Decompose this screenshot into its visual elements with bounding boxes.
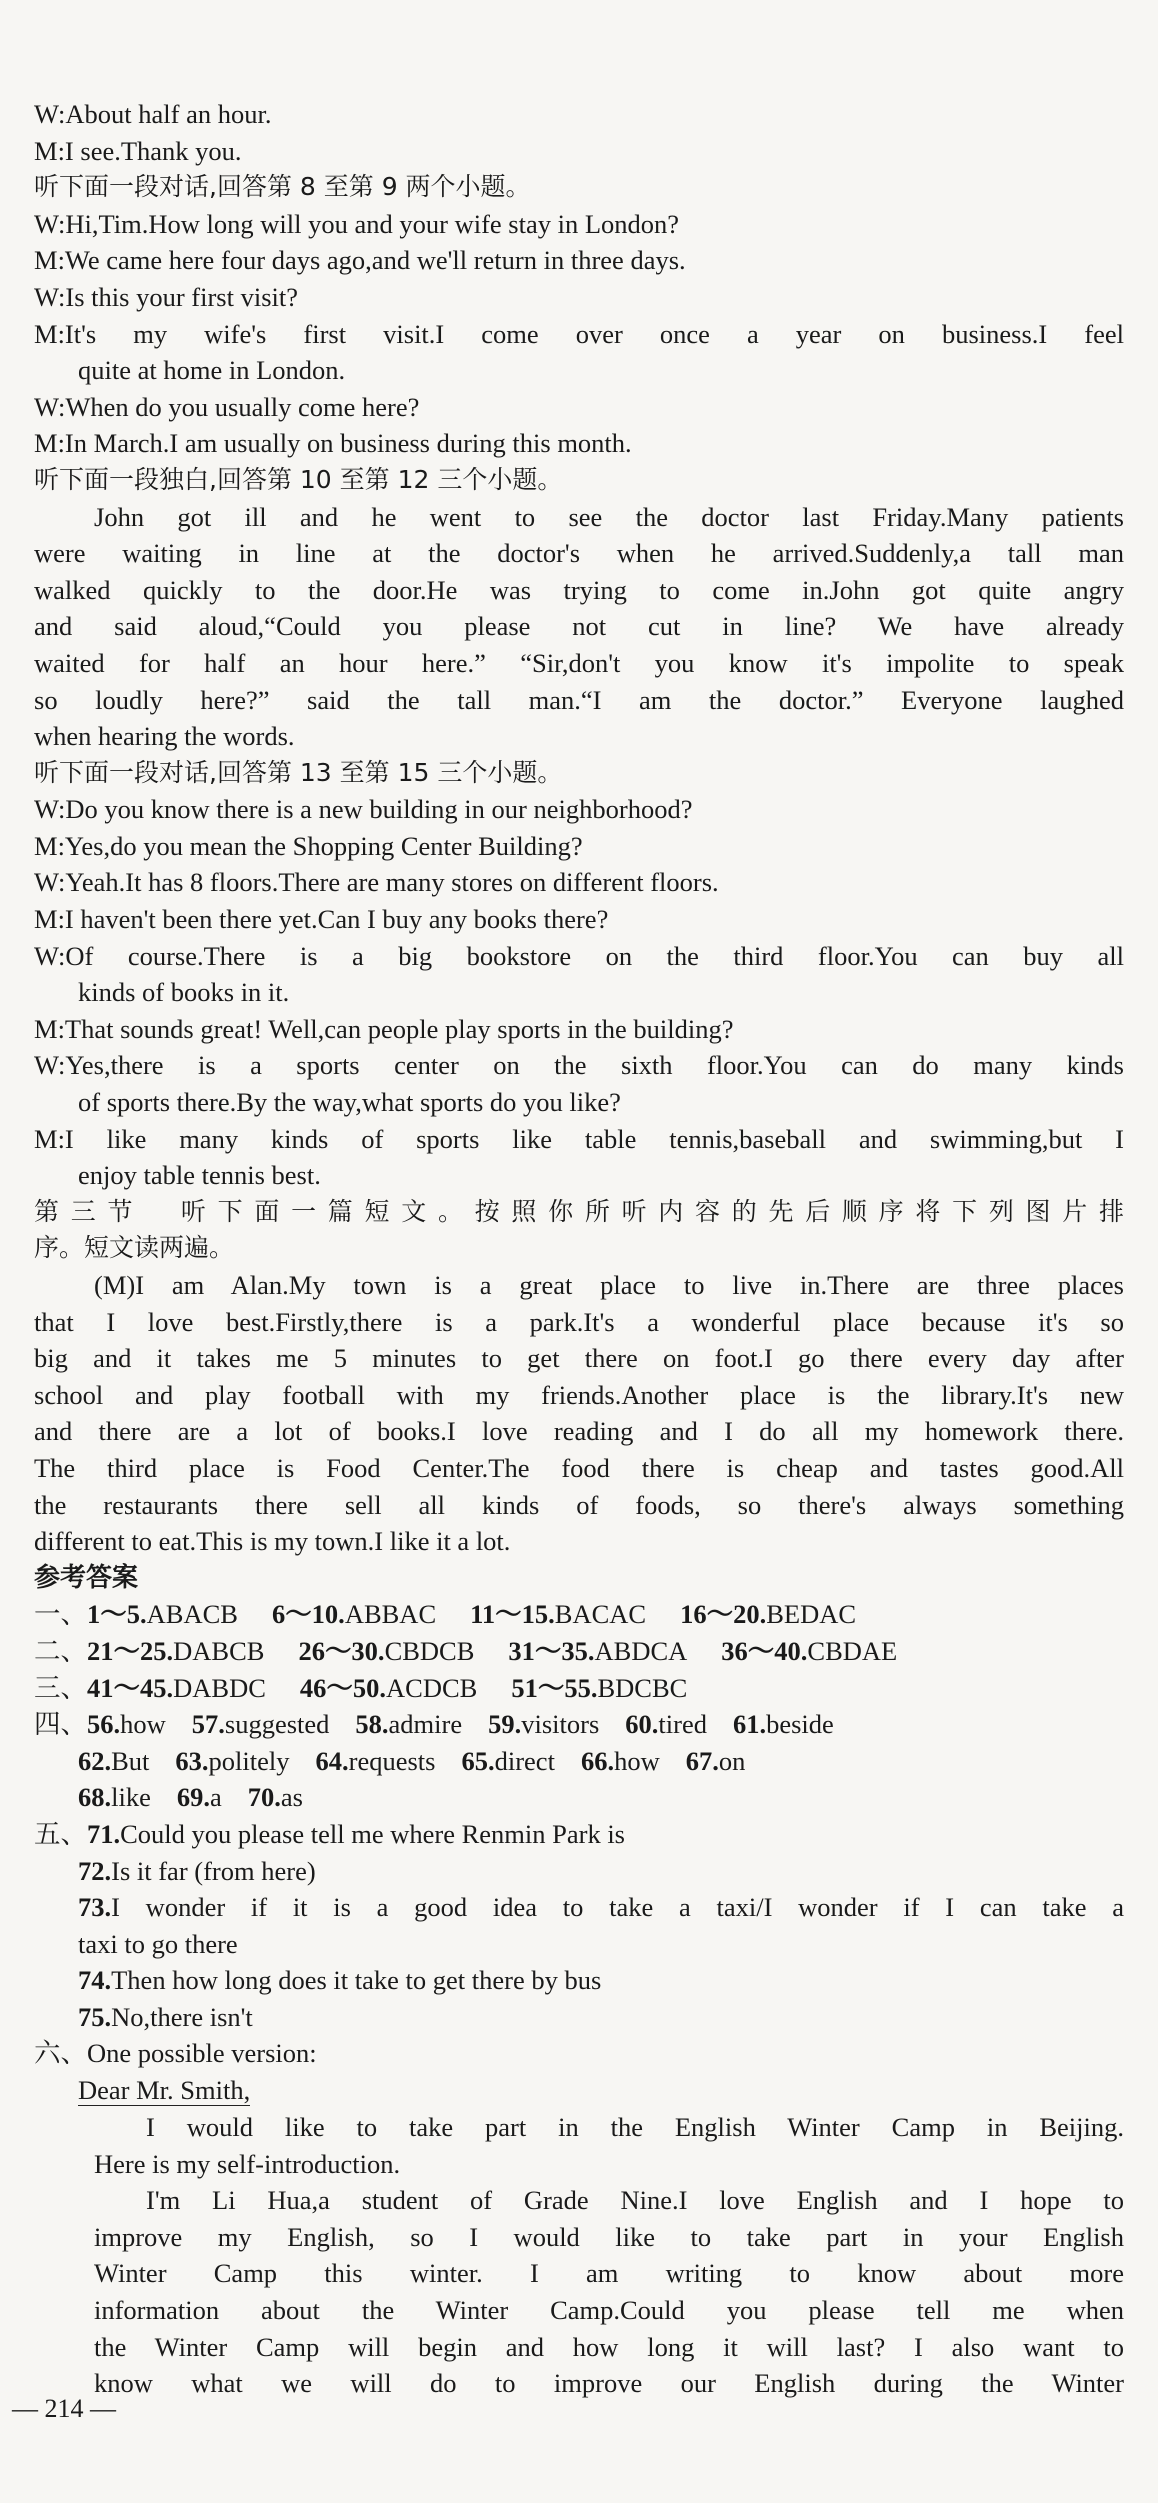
answer-item	[177, 1782, 222, 1812]
answer-value: tired	[658, 1709, 707, 1740]
answer-value: how	[614, 1745, 660, 1776]
answer-text: Then how long does it take to get there by bus	[111, 1965, 602, 1996]
answer-number: 72.	[78, 1855, 112, 1886]
transcript-line: M:I see.Thank you.	[34, 135, 242, 166]
answer-value: ABDCA	[594, 1635, 688, 1666]
letter-salutation: Dear Mr. Smith,	[78, 2075, 251, 2106]
answer-number: 68.	[78, 1782, 112, 1813]
section-prefix: 一、	[34, 1599, 87, 1630]
answer-row	[34, 1596, 1124, 1633]
answer-number: 66.	[580, 1745, 615, 1776]
transcript-line: W:Yes,there is a sports center on the sixth floor.You can do many kinds	[34, 1050, 1124, 1081]
section-prefix: 二、	[34, 1635, 87, 1666]
sentence-answer	[34, 1999, 1124, 2036]
transcript-line: so loudly here?” said the tall man.“I am the doctor.” Everyone laughed	[34, 684, 1124, 715]
answer-row	[34, 1779, 1124, 1816]
answer-number: 74.	[78, 1965, 112, 1996]
answer-number: 31～35.	[508, 1635, 595, 1666]
answer-number: 51～55.	[511, 1672, 598, 1703]
answer-item	[87, 1636, 264, 1666]
answer-item	[686, 1746, 746, 1776]
page-number: — 214 —	[12, 2394, 116, 2423]
transcript-line: 听下面一段对话,回答第 13 至第 15 三个小题。	[34, 757, 563, 787]
answer-number: 65.	[461, 1745, 495, 1776]
transcript-line: big and it takes me 5 minutes to get there on foot.I go there every day after	[34, 1343, 1124, 1374]
sentence-answer	[34, 1962, 1124, 1999]
answer-value: suggested	[224, 1709, 330, 1740]
answer-item	[488, 1709, 599, 1739]
answer-item	[508, 1636, 687, 1666]
letter-line: Winter Camp this winter. I am writing to know about more	[94, 2258, 1124, 2289]
answer-value: BACAC	[554, 1599, 647, 1630]
transcript-line: 听下面一段独白,回答第 10 至第 12 三个小题。	[34, 464, 563, 494]
answer-number: 70.	[247, 1782, 281, 1813]
transcript-line: when hearing the words.	[34, 721, 295, 752]
transcript-line: and there are a lot of books.I love reading and I do all my homework there.	[34, 1416, 1124, 1447]
writing-intro: One possible version:	[87, 2038, 317, 2069]
transcript-line: waited for half an hour here.” “Sir,don't you know it's impolite to speak	[34, 647, 1124, 678]
transcript-line: W:Do you know there is a new building in our neighborhood?	[34, 794, 693, 825]
answer-item	[355, 1709, 462, 1739]
answer-number: 67.	[685, 1745, 719, 1776]
answer-item	[272, 1599, 436, 1629]
answer-number: 73.	[78, 1892, 112, 1923]
answer-value: on	[718, 1745, 746, 1776]
answer-value: DABDC	[173, 1672, 266, 1703]
answer-number: 69.	[176, 1782, 210, 1813]
answer-number: 59.	[488, 1709, 522, 1740]
answer-value: But	[111, 1745, 150, 1776]
transcript-line: 序。短文读两遍。	[34, 1233, 235, 1263]
answer-number: 71.	[87, 1818, 121, 1849]
answer-item	[470, 1599, 646, 1629]
answer-number: 1～5.	[87, 1599, 147, 1630]
answer-value: BEDAC	[766, 1599, 857, 1630]
answer-number: 57.	[191, 1709, 225, 1740]
transcript-line: M:That sounds great! Well,can people play sports in the building?	[34, 1013, 734, 1044]
answer-item	[680, 1599, 856, 1629]
transcript-line: W:When do you usually come here?	[34, 391, 420, 422]
answer-row	[34, 1670, 1124, 1707]
answer-value: ABBAC	[344, 1599, 437, 1630]
answer-item	[192, 1709, 330, 1739]
answer-value: as	[280, 1782, 303, 1813]
sentence-answer	[34, 1816, 1124, 1853]
answer-number: 62.	[78, 1745, 112, 1776]
answer-number: 21～25.	[87, 1635, 174, 1666]
answer-value: requests	[348, 1745, 436, 1776]
transcript-line: and said aloud,“Could you please not cut in line? We have already	[34, 611, 1124, 642]
transcript-line: quite at home in London.	[78, 355, 346, 386]
answer-number: 56.	[87, 1709, 121, 1740]
answer-item	[248, 1782, 303, 1812]
answer-value: ACDCB	[386, 1672, 478, 1703]
letter-line: know what we will do to improve our English during the Winter	[94, 2368, 1124, 2399]
transcript-line: M:I haven't been there yet.Can I buy any books there?	[34, 904, 609, 935]
section-prefix: 六、	[34, 2038, 87, 2069]
transcript-line: that I love best.Firstly,there is a park.It's a wonderful place because it's so	[34, 1306, 1124, 1337]
transcript-line: W:Hi,Tim.How long will you and your wife stay in London?	[34, 208, 680, 239]
answers-heading: 参考答案	[34, 1562, 139, 1593]
answer-number: 75.	[78, 2001, 112, 2032]
transcript-line: 第三节 听下面一篇短文。按照你所听内容的先后顺序将下列图片排	[34, 1196, 1124, 1226]
transcript-line: W:Is this your first visit?	[34, 281, 298, 312]
answer-value: ABACB	[146, 1599, 238, 1630]
answer-value: politely	[208, 1745, 290, 1776]
transcript-line: M:In March.I am usually on business during this month.	[34, 428, 632, 459]
answer-number: 11～15.	[470, 1599, 555, 1630]
transcript-line: enjoy table tennis best.	[78, 1160, 321, 1191]
transcript-line: the restaurants there sell all kinds of foods, so there's always something	[34, 1489, 1124, 1520]
answer-number: 64.	[315, 1745, 349, 1776]
section-prefix: 五、	[34, 1818, 87, 1849]
transcript-line: M:It's my wife's first visit.I come over once a year on business.I feel	[34, 318, 1124, 349]
transcript-line: kinds of books in it.	[78, 977, 290, 1008]
document-page	[34, 96, 1124, 2402]
transcript-line: different to eat.This is my town.I like it a lot.	[34, 1526, 511, 1557]
letter-body	[34, 2109, 1124, 2402]
answer-text: Is it far (from here)	[111, 1855, 316, 1886]
answer-row	[34, 1706, 1124, 1743]
answer-value: beside	[766, 1709, 834, 1740]
answer-number: 6～10.	[271, 1599, 345, 1630]
answer-number: 63.	[175, 1745, 209, 1776]
answer-item	[175, 1746, 289, 1776]
transcript-line: school and play football with my friends.Another place is the library.It's new	[34, 1379, 1124, 1410]
transcript-line: M:I like many kinds of sports like table tennis,baseball and swimming,but I	[34, 1123, 1124, 1154]
answer-number: 26～30.	[298, 1635, 385, 1666]
section-prefix: 三、	[34, 1672, 87, 1703]
answer-item	[78, 1746, 149, 1776]
answer-number: 46～50.	[299, 1672, 387, 1703]
answer-value: visitors	[521, 1709, 600, 1740]
answer-number: 16～20.	[680, 1599, 767, 1630]
transcript-line: John got ill and he went to see the doctor last Friday.Many patients	[94, 501, 1124, 532]
answer-item	[87, 1709, 166, 1739]
transcript-line: W:About half an hour.	[34, 99, 272, 129]
answer-item	[298, 1636, 474, 1666]
answer-item	[87, 1673, 266, 1703]
answer-item	[316, 1746, 436, 1776]
answer-item	[78, 1782, 151, 1812]
transcript-line: M:We came here four days ago,and we'll return in three days.	[34, 245, 686, 276]
answer-text: I wonder if it is a good idea to take a taxi/I wonder if I can take a	[111, 1892, 1124, 1923]
answer-number: 58.	[355, 1709, 389, 1740]
answer-row	[34, 1633, 1124, 1670]
answer-number: 41～45.	[87, 1672, 174, 1703]
answer-item	[87, 1599, 238, 1629]
answer-number: 60.	[625, 1709, 659, 1740]
answer-item	[461, 1746, 554, 1776]
answer-value: admire	[388, 1709, 463, 1740]
answer-value: direct	[494, 1745, 555, 1776]
transcript-line: W:Yeah.It has 8 floors.There are many stores on different floors.	[34, 867, 719, 898]
answer-value: CBDCB	[384, 1635, 475, 1666]
answer-value: DABCB	[173, 1635, 265, 1666]
transcript-line: 听下面一段对话,回答第 8 至第 9 两个小题。	[34, 172, 531, 202]
answer-value: CBDAE	[807, 1635, 898, 1666]
answer-text: Could you please tell me where Renmin Park is	[120, 1818, 625, 1849]
answer-number: 36～40.	[721, 1635, 808, 1666]
answer-item	[581, 1746, 660, 1776]
sentence-answer	[34, 1853, 1124, 1890]
letter-line: improve my English, so I would like to take part in your English	[94, 2221, 1124, 2252]
answer-key	[34, 1596, 1124, 1816]
section-prefix: 四、	[34, 1709, 87, 1740]
answer-text: No,there isn't	[111, 2001, 253, 2032]
answer-item	[625, 1709, 707, 1739]
letter-line: the Winter Camp will begin and how long it will last? I also want to	[94, 2331, 1124, 2362]
answer-item	[300, 1673, 477, 1703]
letter-line: information about the Winter Camp.Could you please tell me when	[94, 2295, 1124, 2326]
transcript-line: walked quickly to the door.He was trying to come in.John got quite angry	[34, 574, 1124, 605]
answer-row	[34, 1743, 1124, 1780]
answer-item	[721, 1636, 897, 1666]
answer-value: a	[210, 1782, 222, 1813]
letter-line: I would like to take part in the English Winter Camp in Beijing.	[146, 2112, 1124, 2143]
section-five-answers	[34, 1816, 1124, 2036]
answer-text: taxi to go there	[78, 1928, 238, 1959]
section-six-writing	[34, 2035, 1124, 2401]
answer-value: how	[120, 1709, 166, 1740]
transcript-line: (M)I am Alan.My town is a great place to live in.There are three places	[94, 1270, 1124, 1300]
transcript-line: W:Of course.There is a big bookstore on the third floor.You can buy all	[34, 940, 1124, 971]
transcript-line: of sports there.By the way,what sports do you like?	[78, 1087, 621, 1118]
sentence-answer	[34, 1889, 1124, 1926]
answer-value: BDCBC	[597, 1672, 688, 1703]
answer-item	[733, 1709, 834, 1739]
transcript-line: were waiting in line at the doctor's when he arrived.Suddenly,a tall man	[34, 538, 1124, 569]
transcript-line: The third place is Food Center.The food there is cheap and tastes good.All	[34, 1452, 1124, 1483]
answer-number: 61.	[732, 1709, 767, 1740]
answer-item	[511, 1673, 687, 1703]
sentence-answer	[34, 1926, 1124, 1963]
transcript-line: M:Yes,do you mean the Shopping Center Building?	[34, 830, 583, 861]
letter-line: I'm Li Hua,a student of Grade Nine.I love English and I hope to	[146, 2185, 1124, 2216]
letter-line: Here is my self-introduction.	[94, 2148, 401, 2179]
listening-transcript	[34, 96, 1124, 1560]
answer-value: like	[111, 1782, 151, 1813]
